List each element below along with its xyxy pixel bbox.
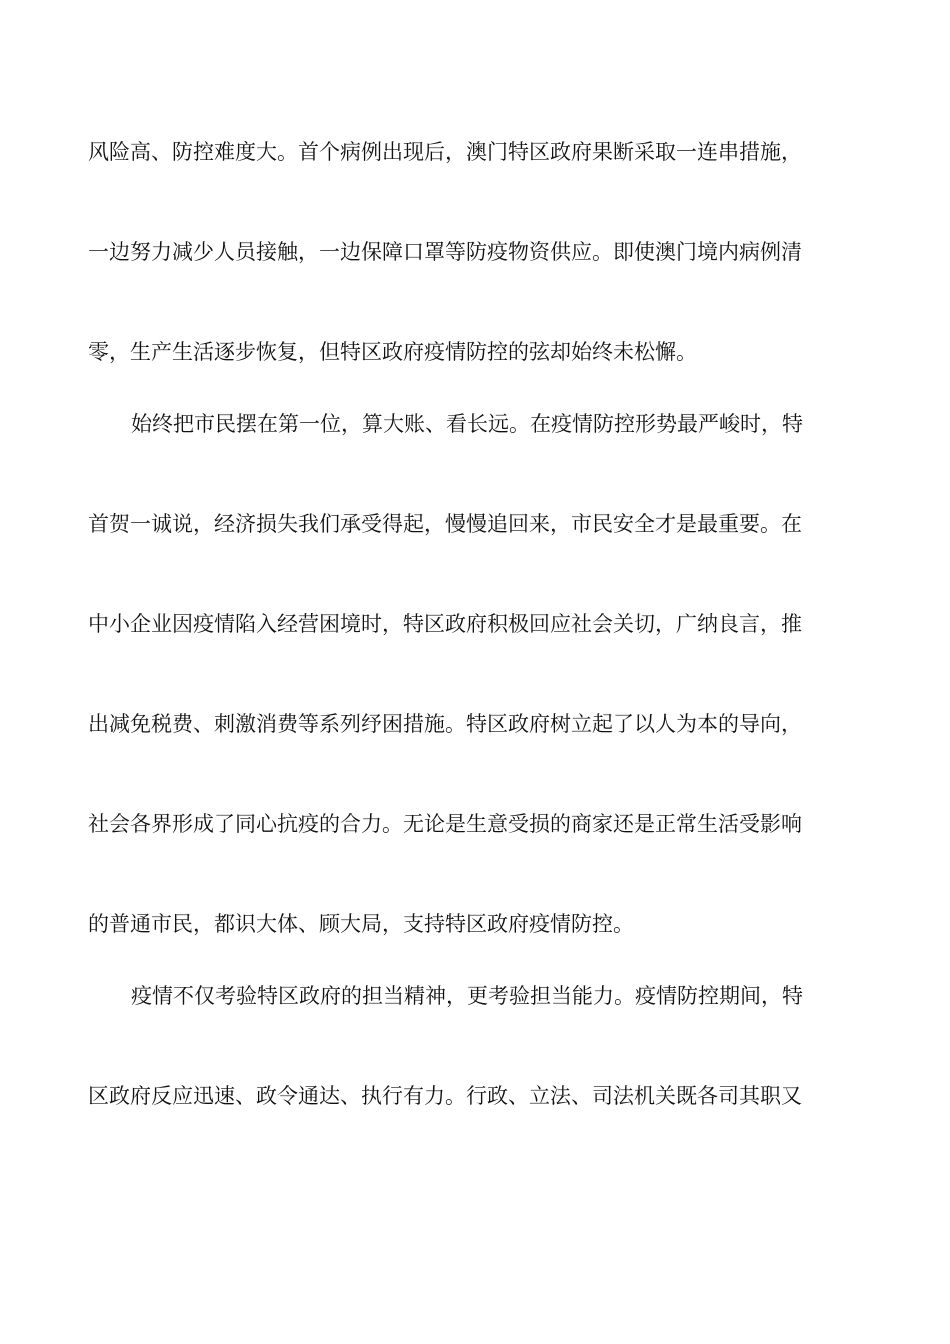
paragraph-first-line: 疫情不仅考验特区政府的担当精神，更考验担当能力。疫情防控期间，特	[131, 984, 803, 1008]
text-line: 零，生产生活逐步恢复，但特区政府疫情防控的弦却始终未松懈。	[88, 340, 697, 364]
text-line: 风险高、防控难度大。首个病例出现后，澳门特区政府果断采取一连串措施，	[88, 140, 802, 164]
text-line: 出减免税费、刺激消费等系列纾困措施。特区政府树立起了以人为本的导向，	[88, 712, 802, 736]
text-line: 首贺一诚说，经济损失我们承受得起，慢慢追回来，市民安全才是最重要。在	[88, 512, 802, 536]
text-line: 区政府反应迅速、政令通达、执行有力。行政、立法、司法机关既各司其职又	[88, 1084, 802, 1108]
text-line: 中小企业因疫情陷入经营困境时，特区政府积极回应社会关切，广纳良言，推	[88, 612, 802, 636]
paragraph-first-line: 始终把市民摆在第一位，算大账、看长远。在疫情防控形势最严峻时，特	[131, 412, 803, 436]
text-line: 的普通市民，都识大体、顾大局，支持特区政府疫情防控。	[88, 912, 634, 936]
text-line: 一边努力减少人员接触，一边保障口罩等防疫物资供应。即使澳门境内病例清	[88, 240, 802, 264]
text-line: 社会各界形成了同心抗疫的合力。无论是生意受损的商家还是正常生活受影响	[88, 812, 802, 836]
